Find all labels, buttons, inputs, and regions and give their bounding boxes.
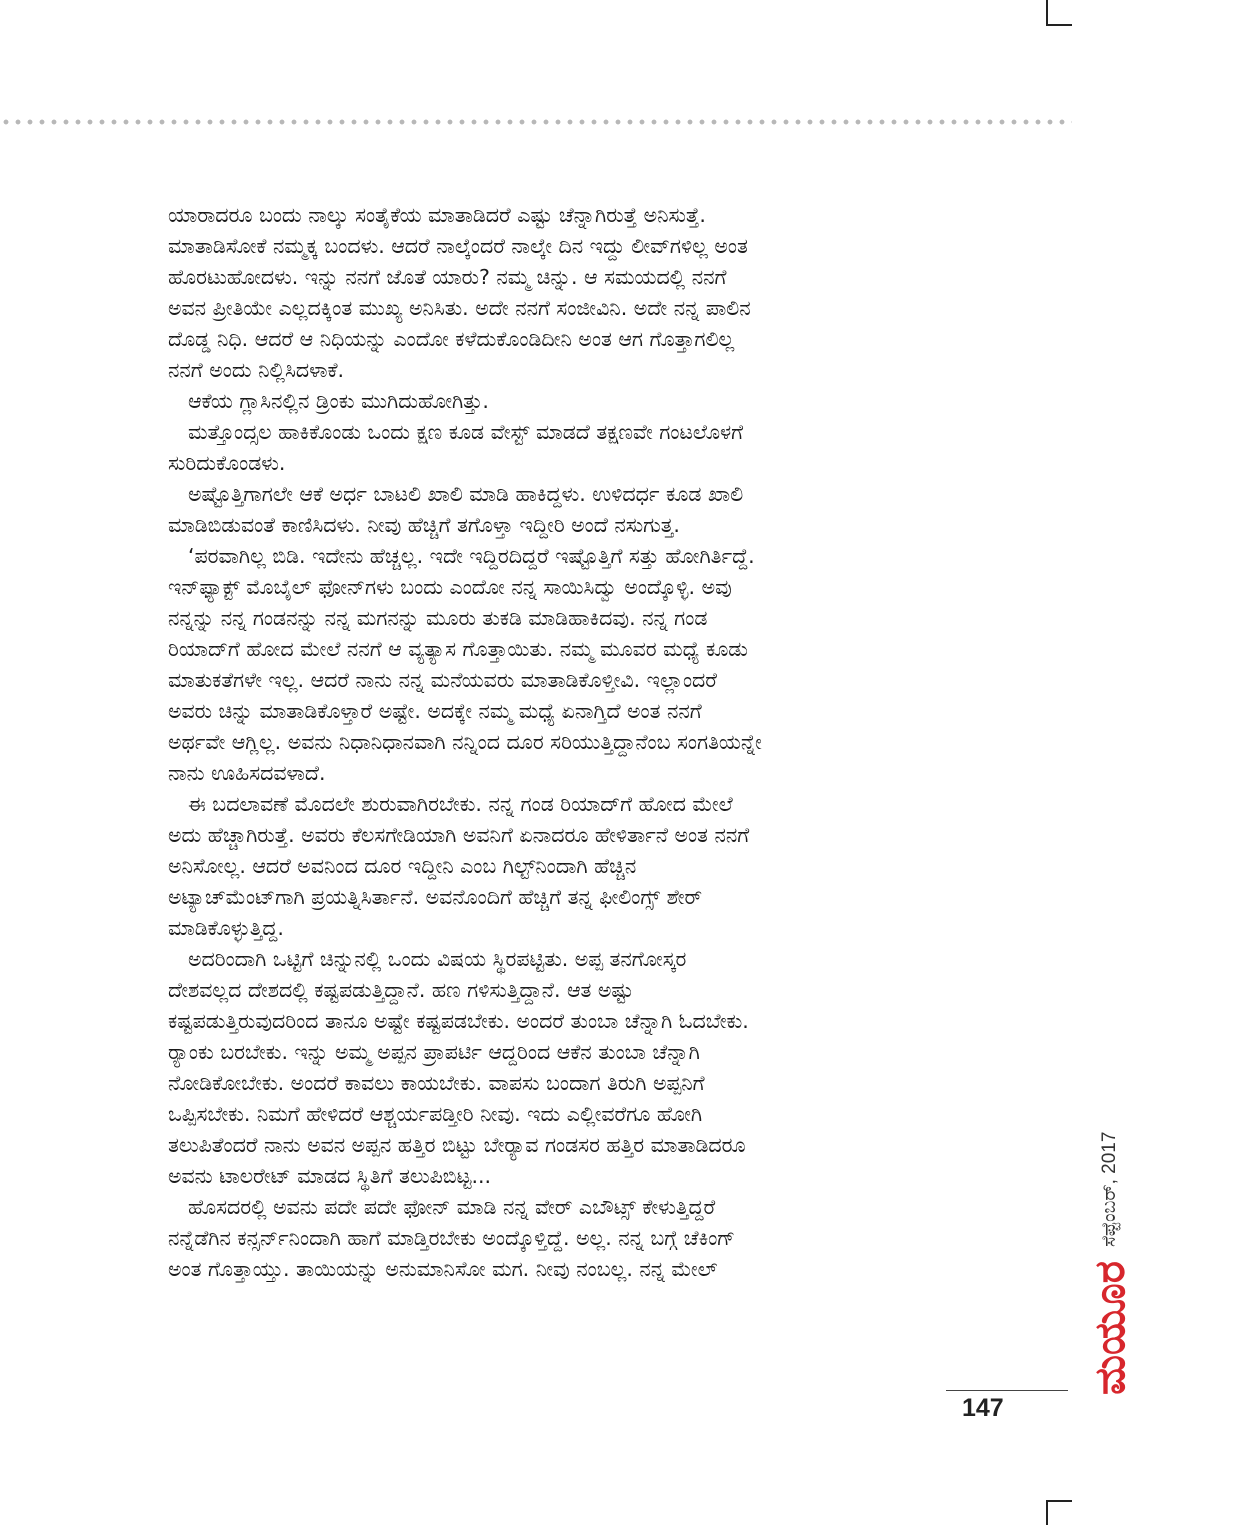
crop-mark-bottom-horizontal bbox=[1046, 1500, 1072, 1502]
magazine-sidebar-label bbox=[960, 1131, 1260, 1395]
text-line: ಮಾಡಿಕೊಳ್ಳುತ್ತಿದ್ದ. bbox=[168, 916, 284, 940]
text-line: ಕಷ್ಟಪಡುತ್ತಿರುವುದರಿಂದ ತಾನೂ ಅಷ್ಟೇ ಕಷ್ಟಪಡಬೇಕು. ಅಂದರೆ ತುಂಬಾ ಚೆನ್ನಾಗಿ ಓದಬೇಕು. bbox=[168, 1009, 749, 1033]
footer-rule bbox=[946, 1390, 1068, 1391]
crop-mark-top-horizontal bbox=[1046, 24, 1072, 26]
text-line: ಯಾರಾದರೂ ಬಂದು ನಾಲ್ಕು ಸಂತೈಕೆಯ ಮಾತಾಡಿದರೆ ಎಷ್ಟು ಚೆನ್ನಾಗಿರುತ್ತೆ ಅನಿಸುತ್ತೆ. bbox=[168, 203, 706, 227]
text-line: ನನ್ನನ್ನು ನನ್ನ ಗಂಡನನ್ನು ನನ್ನ ಮಗನನ್ನು ಮೂರು ತುಕಡಿ ಮಾಡಿಹಾಕಿದವು. ನನ್ನ ಗಂಡ bbox=[168, 606, 708, 630]
text-line: ಅವರು ಚಿನ್ನು ಮಾತಾಡಿಕೊಳ್ತಾರೆ ಅಷ್ಟೇ. ಅದಕ್ಕೇ ನಮ್ಮ ಮಧ್ಯೆ ಏನಾಗ್ತಿದೆ ಅಂತ ನನಗೆ bbox=[168, 699, 702, 723]
text-line: ಅಟ್ಯಾಚ್‌ಮೆಂಟ್‌ಗಾಗಿ ಪ್ರಯತ್ನಿಸಿರ್ತಾನೆ. ಅವನೊಂದಿಗೆ ಹೆಚ್ಚಿಗೆ ತನ್ನ ಫೀಲಿಂಗ್ಸ್ ಶೇರ್ bbox=[168, 885, 703, 909]
text-line: ಅವನು ಟಾಲರೇಟ್ ಮಾಡದ ಸ್ಥಿತಿಗೆ ತಲುಪಿಬಿಟ್ಟ... bbox=[168, 1164, 491, 1188]
text-line: ಮಾತಾಡಿಸೋಕೆ ನಮ್ಮಕ್ಕ ಬಂದಳು. ಆದರೆ ನಾಲ್ಕೆಂದರೆ ನಾಲ್ಕೇ ದಿನ ಇದ್ದು ಲೀವ್‌ಗಳಿಲ್ಲ ಅಂತ bbox=[168, 234, 748, 258]
text-line: ಅದರಿಂದಾಗಿ ಒಟ್ಟಿಗೆ ಚಿನ್ನುನಲ್ಲಿ ಒಂದು ವಿಷಯ ಸ್ಥಿರಪಟ್ಟಿತು. ಅಪ್ಪ ತನಗೋಸ್ಕರ bbox=[188, 947, 687, 971]
text-line: ಅಷ್ಟೊತ್ತಿಗಾಗಲೇ ಆಕೆ ಅರ್ಧ ಬಾಟಲಿ ಖಾಲಿ ಮಾಡಿ ಹಾಕಿದ್ದಳು. ಉಳಿದರ್ಧ ಕೂಡ ಖಾಲಿ bbox=[188, 482, 744, 506]
text-line: ಒಪ್ಪಿಸಬೇಕು. ನಿಮಗೆ ಹೇಳಿದರೆ ಆಶ್ಚರ್ಯಪಡ್ತೀರಿ ನೀವು. ಇದು ಎಲ್ಲೀವರೆಗೂ ಹೋಗಿ bbox=[168, 1102, 703, 1126]
crop-mark-top-vertical bbox=[1046, 0, 1048, 26]
text-line: ರ್‍ಯಾಂಕು ಬರಬೇಕು. ಇನ್ನು ಅಮ್ಮ ಅಪ್ಪನ ಪ್ರಾಪರ್ಟಿ ಆದ್ದರಿಂದ ಆಕೆನ ತುಂಬಾ ಚೆನ್ನಾಗಿ bbox=[168, 1040, 700, 1064]
text-line: ಮಾಡಿಬಿಡುವಂತೆ ಕಾಣಿಸಿದಳು. ನೀವು ಹೆಚ್ಚಿಗೆ ತಗೊಳ್ತಾ ಇದ್ದೀರಿ ಅಂದೆ ನಸುಗುತ್ತ. bbox=[168, 513, 680, 537]
text-line: ಅವನ ಪ್ರೀತಿಯೇ ಎಲ್ಲದಕ್ಕಿಂತ ಮುಖ್ಯ ಅನಿಸಿತು. ಅದೇ ನನಗೆ ಸಂಜೀವಿನಿ. ಅದೇ ನನ್ನ ಪಾಲಿನ bbox=[168, 296, 751, 320]
text-line: ಹೊಸದರಲ್ಲಿ ಅವನು ಪದೇ ಪದೇ ಫೋನ್ ಮಾಡಿ ನನ್ನ ವೇರ್ ಎಬೌಟ್ಸ್ ಕೇಳುತ್ತಿದ್ದರೆ bbox=[188, 1195, 716, 1219]
text-line: ಮಾತುಕತೆಗಳೇ ಇಲ್ಲ. ಆದರೆ ನಾನು ನನ್ನ ಮನೆಯವರು ಮಾತಾಡಿಕೊಳ್ತೀವಿ. ಇಲ್ಲಾಂದರೆ bbox=[168, 668, 717, 692]
dotted-separator bbox=[0, 118, 1072, 126]
issue-date: ಸೆಪ್ಟೆಂಬರ್, 2017 bbox=[1099, 1131, 1120, 1248]
text-line: ಹೊರಟುಹೋದಳು. ಇನ್ನು ನನಗೆ ಜೊತೆ ಯಾರು? ನಮ್ಮ ಚಿನ್ನು. ಆ ಸಮಯದಲ್ಲಿ ನನಗೆ bbox=[168, 265, 727, 289]
text-line: ಆಕೆಯ ಗ್ಲಾಸಿನಲ್ಲಿನ ಡ್ರಿಂಕು ಮುಗಿದುಹೋಗಿತ್ತು. bbox=[188, 389, 489, 413]
article-body bbox=[168, 200, 924, 1285]
text-line: ಈ ಬದಲಾವಣೆ ಮೊದಲೇ ಶುರುವಾಗಿರಬೇಕು. ನನ್ನ ಗಂಡ ರಿಯಾದ್‌ಗೆ ಹೋದ ಮೇಲೆ bbox=[188, 792, 733, 816]
text-line: ಇನ್‌ಫ್ಯಾಕ್ಟ್ ಮೊಬೈಲ್ ಫೋನ್‌ಗಳು ಬಂದು ಎಂದೋ ನನ್ನ ಸಾಯಿಸಿದ್ವು ಅಂದ್ಕೊಳ್ಳಿ. ಅವು bbox=[168, 575, 732, 599]
crop-mark-bottom-vertical bbox=[1046, 1500, 1048, 1525]
text-line: ‘ಪರವಾಗಿಲ್ಲ ಬಿಡಿ. ಇದೇನು ಹೆಚ್ಚಲ್ಲ. ಇದೇ ಇದ್ದಿರದಿದ್ದರೆ ಇಷ್ಟೊತ್ತಿಗೆ ಸತ್ತು ಹೋಗಿರ್ತಿದ್ದೆ. bbox=[188, 544, 755, 568]
text-line: ನೋಡಿಕೋಬೇಕು. ಅಂದರೆ ಕಾವಲು ಕಾಯಬೇಕು. ವಾಪಸು ಬಂದಾಗ ತಿರುಗಿ ಅಪ್ಪನಿಗೆ bbox=[168, 1071, 705, 1095]
page-number: 147 bbox=[962, 1394, 1004, 1422]
text-line: ದೇಶವಲ್ಲದ ದೇಶದಲ್ಲಿ ಕಷ್ಟಪಡುತ್ತಿದ್ದಾನೆ. ಹಣ ಗಳಿಸುತ್ತಿದ್ದಾನೆ. ಆತ ಅಷ್ಟು bbox=[168, 978, 634, 1002]
text-line: ನಾನು ಊಹಿಸದವಳಾದೆ. bbox=[168, 761, 326, 785]
text-line: ರಿಯಾದ್‌ಗೆ ಹೋದ ಮೇಲೆ ನನಗೆ ಆ ವ್ಯತ್ಯಾಸ ಗೊತ್ತಾಯಿತು. ನಮ್ಮ ಮೂವರ ಮಧ್ಯೆ ಕೂಡು bbox=[168, 637, 748, 661]
magazine-name: ಮಯೂರ bbox=[1085, 1261, 1134, 1395]
text-line: ಅನಿಸೋಲ್ಲ. ಆದರೆ ಅವನಿಂದ ದೂರ ಇದ್ದೀನಿ ಎಂಬ ಗಿಲ್ಟ್‌ನಿಂದಾಗಿ ಹೆಚ್ಚಿನ bbox=[168, 854, 637, 878]
text-line: ಅದು ಹೆಚ್ಚಾಗಿರುತ್ತೆ. ಅವರು ಕೆಲಸಗೇಡಿಯಾಗಿ ಅವನಿಗೆ ಏನಾದರೂ ಹೇಳಿರ್ತಾನೆ ಅಂತ ನನಗೆ bbox=[168, 823, 750, 847]
text-line: ನನ್ನೆಡೆಗಿನ ಕನ್ಸರ್ನ್‌ನಿಂದಾಗಿ ಹಾಗೆ ಮಾಡ್ತಿರಬೇಕು ಅಂದ್ಕೊಳ್ತಿದ್ದೆ. ಅಲ್ಲ. ನನ್ನ ಬಗ್ಗೆ ಚೆಕಿಂಗ್ bbox=[168, 1226, 736, 1250]
text-line: ಅರ್ಥವೇ ಆಗ್ಲಿಲ್ಲ. ಅವನು ನಿಧಾನಿಧಾನವಾಗಿ ನನ್ನಿಂದ ದೂರ ಸರಿಯುತ್ತಿದ್ದಾನೆಂಬ ಸಂಗತಿಯನ್ನೇ bbox=[168, 730, 762, 754]
text-line: ದೊಡ್ಡ ನಿಧಿ. ಆದರೆ ಆ ನಿಧಿಯನ್ನು ಎಂದೋ ಕಳೆದುಕೊಂಡಿದೀನಿ ಅಂತ ಆಗ ಗೊತ್ತಾಗಲಿಲ್ಲ bbox=[168, 327, 735, 351]
text-line: ಮತ್ತೊಂದ್ಸಲ ಹಾಕಿಕೊಂಡು ಒಂದು ಕ್ಷಣ ಕೂಡ ವೇಸ್ಟ್ ಮಾಡದೆ ತಕ್ಷಣವೇ ಗಂಟಲೊಳಗೆ bbox=[188, 420, 744, 444]
text-line: ಸುರಿದುಕೊಂಡಳು. bbox=[168, 451, 286, 475]
text-line: ತಲುಪಿತೆಂದರೆ ನಾನು ಅವನ ಅಪ್ಪನ ಹತ್ತಿರ ಬಿಟ್ಟು ಬೇರ‍್ಯಾವ ಗಂಡಸರ ಹತ್ತಿರ ಮಾತಾಡಿದರೂ bbox=[168, 1133, 746, 1157]
text-line: ಅಂತ ಗೊತ್ತಾಯ್ತು. ತಾಯಿಯನ್ನು ಅನುಮಾನಿಸೋ ಮಗ. ನೀವು ನಂಬಲ್ಲ. ನನ್ನ ಮೇಲ್ bbox=[168, 1257, 718, 1281]
text-line: ನನಗೆ ಅಂದು ನಿಲ್ಲಿಸಿದಳಾಕೆ. bbox=[168, 358, 345, 382]
